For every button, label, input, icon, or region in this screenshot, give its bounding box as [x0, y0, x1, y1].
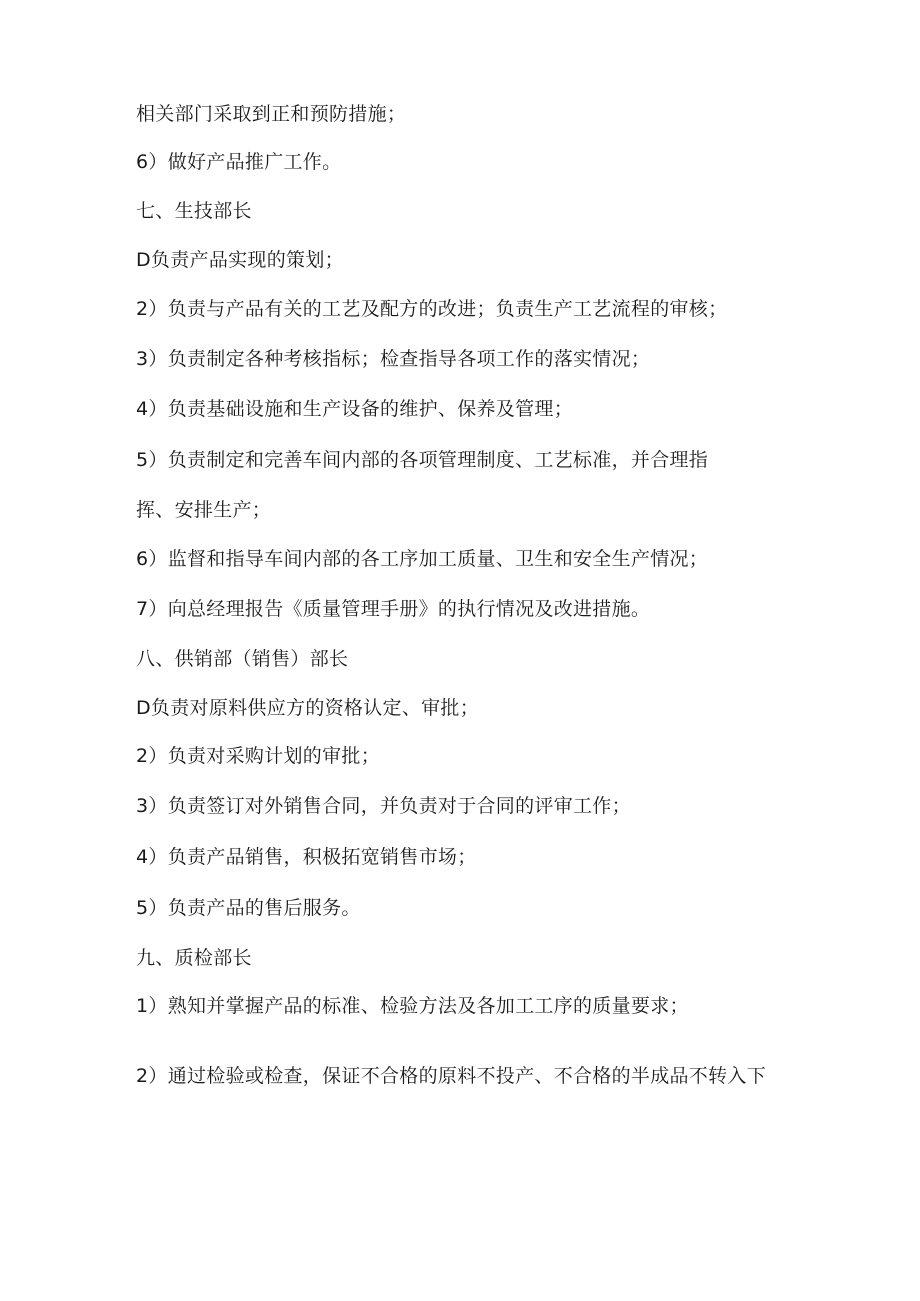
text-line: 4）负责基础设施和生产设备的维护、保养及管理；	[136, 398, 573, 420]
text-line: 挥、安排生产；	[136, 499, 272, 521]
text-line: 5）负责制定和完善车间内部的各项管理制度、工艺标准，并合理指	[136, 449, 709, 471]
text-line: 1）熟知并掌握产品的标准、检验方法及各加工工序的质量要求；	[136, 995, 689, 1017]
text-line: 3）负责签订对外销售合同，并负责对于合同的评审工作；	[136, 795, 631, 817]
text-line: D负责对原料供应方的资格认定、审批；	[136, 697, 480, 719]
text-line: 2）负责与产品有关的工艺及配方的改进；负责生产工艺流程的审核；	[136, 298, 728, 320]
text-line: 2）通过检验或检查，保证不合格的原料不投产、不合格的半成品不转入下	[136, 1065, 766, 1087]
text-line: D负责产品实现的策划；	[136, 249, 344, 271]
text-line: 相关部门采取到正和预防措施；	[136, 103, 407, 125]
text-line: 6）做好产品推广工作。	[136, 151, 342, 173]
text-line: 4）负责产品销售，积极拓宽销售市场；	[136, 846, 477, 868]
text-line: 2）负责对采购计划的审批；	[136, 745, 380, 767]
section-heading: 八、供销部（销售）部长	[136, 648, 349, 670]
section-heading: 九、质检部长	[136, 947, 252, 969]
text-line: 5）负责产品的售后服务。	[136, 897, 361, 919]
text-line: 6）监督和指导车间内部的各工序加工质量、卫生和安全生产情况；	[136, 548, 709, 570]
text-line: 3）负责制定各种考核指标；检查指导各项工作的落实情况；	[136, 348, 651, 370]
section-heading: 七、生技部长	[136, 200, 252, 222]
text-line: 7）向总经理报告《质量管理手册》的执行情况及改进措施。	[136, 598, 651, 620]
